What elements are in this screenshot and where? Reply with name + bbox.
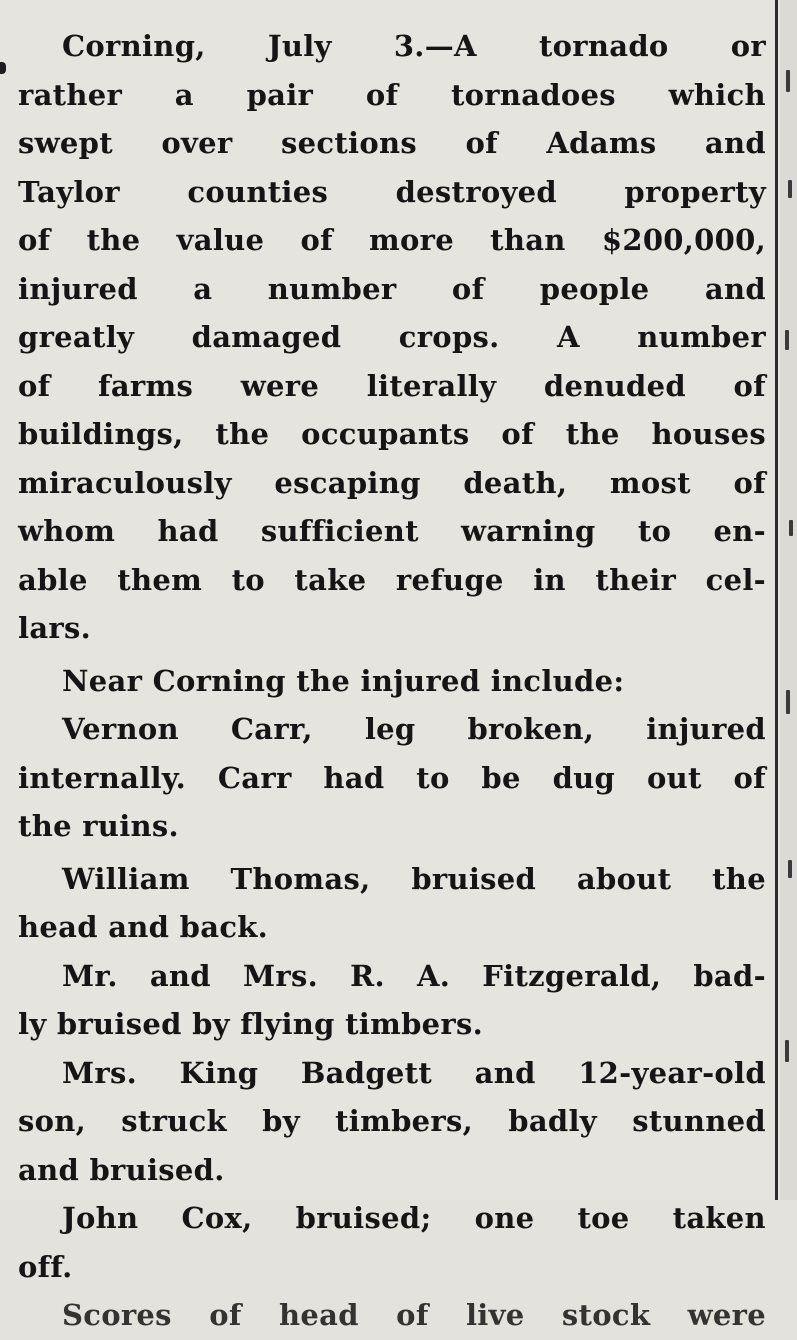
injured-heading: Near Corning the injured include: <box>62 663 625 698</box>
article-line: miraculously escaping death, most of <box>18 465 766 500</box>
article-line: buildings, the occupants of the houses <box>18 417 766 451</box>
article-line: rather a pair of tornadoes which <box>18 77 766 112</box>
article-line: of farms were literally denuded of <box>18 368 766 403</box>
print-fragment <box>788 180 792 198</box>
article-line: Mr. and Mrs. R. A. Fitzgerald, bad- <box>62 958 766 993</box>
article-line-cut-off: Scores of head of live stock were <box>62 1298 766 1332</box>
article-line: lars. <box>18 611 92 645</box>
article-line: ly bruised by flying timbers. <box>18 1007 484 1041</box>
print-fragment <box>785 1040 789 1062</box>
print-fragment <box>785 330 789 350</box>
column-rule <box>775 0 778 1200</box>
article-line: Vernon Carr, leg broken, injured <box>62 712 766 746</box>
article-line: head and back. <box>18 910 269 944</box>
article-line: John Cox, bruised; one toe taken <box>62 1201 766 1235</box>
article-line: whom had sufficient warning to en- <box>18 514 766 548</box>
article-line: William Thomas, bruised about the <box>62 861 766 896</box>
article-line: Taylor counties destroyed property <box>18 174 766 209</box>
print-fragment <box>786 690 790 714</box>
article-line: Corning, July 3.—A tornado or <box>62 29 766 63</box>
article-line: son, struck by timbers, badly stunned <box>18 1104 766 1138</box>
article-line: and bruised. <box>18 1152 225 1187</box>
article-line: the ruins. <box>18 809 179 843</box>
print-fragment <box>788 860 792 878</box>
article-body <box>18 22 766 1332</box>
adjacent-column-edge <box>780 0 797 1200</box>
article-line: swept over sections of Adams and <box>18 126 766 160</box>
article-line: internally. Carr had to be dug out of <box>18 760 766 795</box>
article-line: of the value of more than $200,000, <box>18 223 766 257</box>
article-line: Mrs. King Badgett and 12-year-old <box>62 1055 766 1090</box>
ink-mark <box>0 62 6 74</box>
article-line: off. <box>18 1249 73 1284</box>
article-line: able them to take refuge in their cel- <box>18 562 766 597</box>
article-line: greatly damaged crops. A number <box>18 320 766 354</box>
article-line: injured a number of people and <box>18 271 766 306</box>
print-fragment <box>789 520 793 536</box>
print-fragment <box>786 70 790 92</box>
